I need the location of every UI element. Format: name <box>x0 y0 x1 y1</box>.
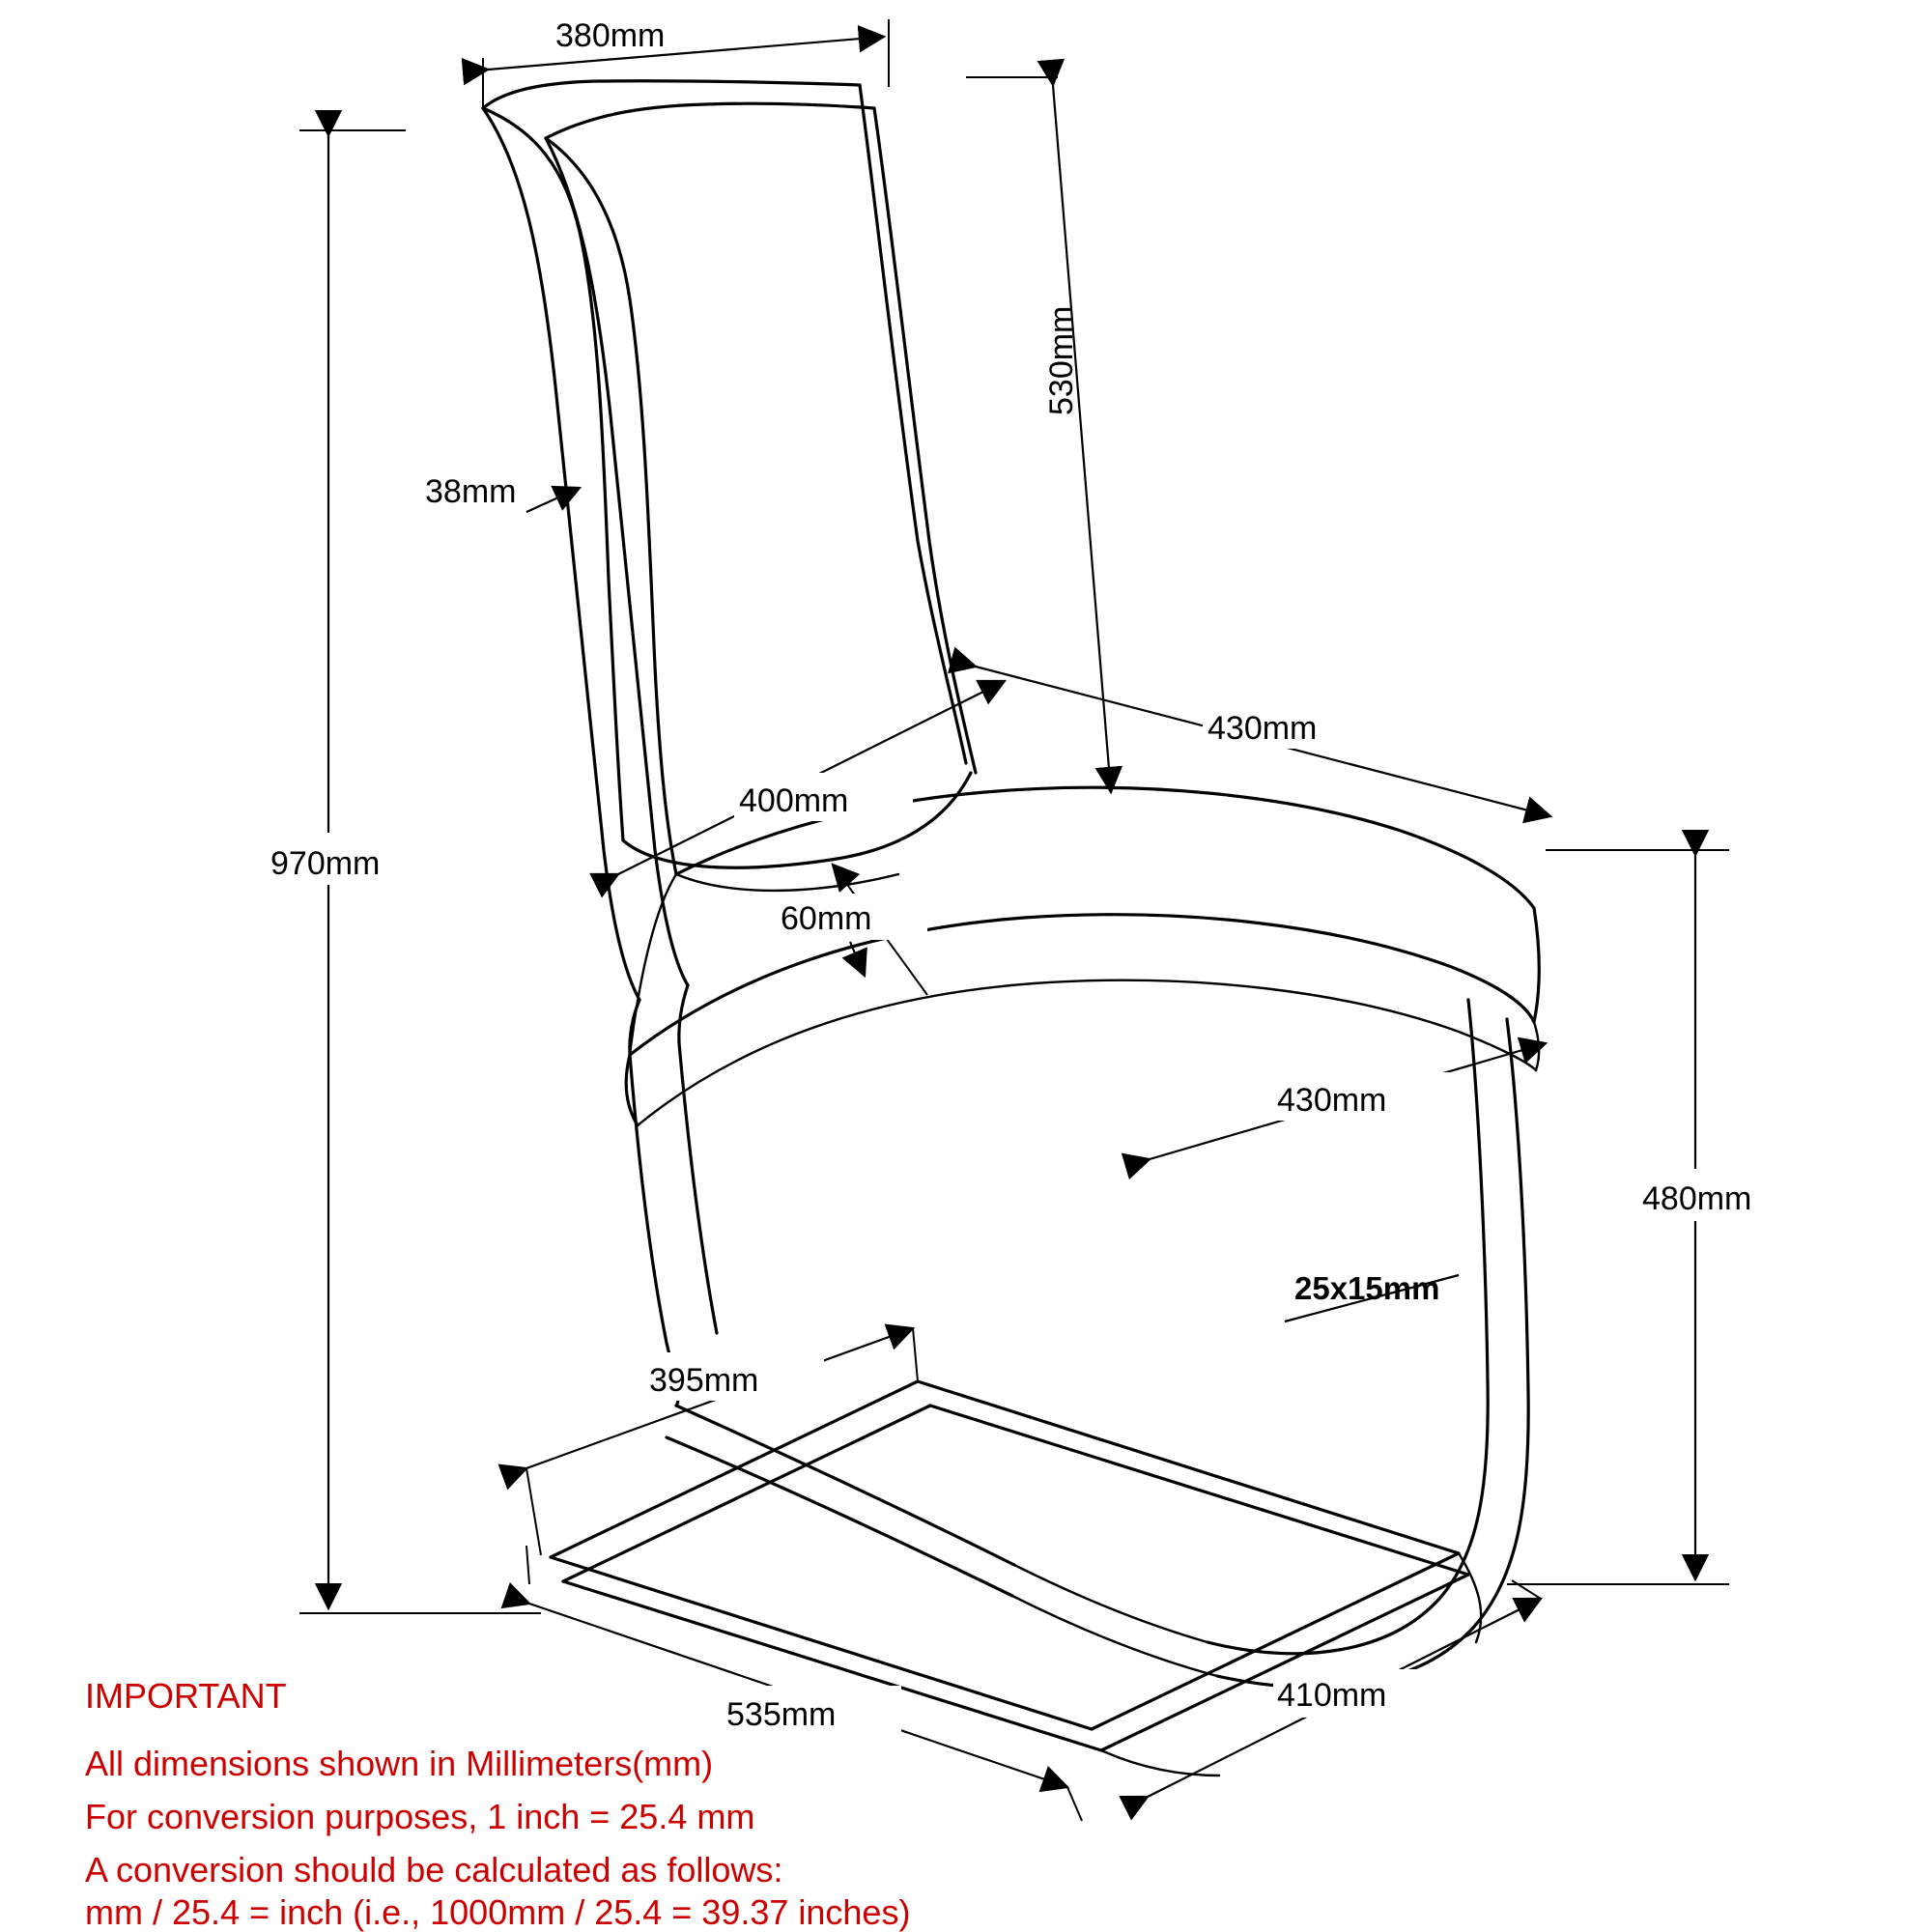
dim-label-seat-depth-lower: 430mm <box>1277 1082 1387 1119</box>
dim-back-thickness <box>425 473 580 512</box>
notes-line-4: mm / 25.4 = inch (i.e., 1000mm / 25.4 = 39.37 inches) <box>85 1892 911 1932</box>
dim-label-base-width: 410mm <box>1277 1677 1387 1714</box>
dim-tube-section <box>1285 1270 1459 1321</box>
notes-heading: IMPORTANT <box>85 1676 287 1716</box>
dim-label-base-depth: 395mm <box>649 1362 759 1399</box>
dim-seat-depth-upper <box>618 681 1005 874</box>
dim-seat-width-upper <box>976 667 1550 816</box>
dim-label-back-thickness: 38mm <box>425 473 517 510</box>
dim-label-overall-height: 970mm <box>270 845 381 882</box>
dim-label-seat-height: 480mm <box>1642 1180 1752 1217</box>
dim-label-seat-width-upper: 430mm <box>1208 710 1318 747</box>
notes-line-2: For conversion purposes, 1 inch = 25.4 mm <box>85 1797 755 1836</box>
dim-seat-depth-lower <box>1150 1043 1546 1159</box>
dim-back-height <box>966 77 1111 792</box>
notes-line-1: All dimensions shown in Millimeters(mm) <box>85 1744 714 1783</box>
dim-label-base-length: 535mm <box>726 1696 837 1733</box>
dim-label-tube-section: 25x15mm <box>1294 1270 1440 1306</box>
dim-seat-height <box>1507 850 1791 1584</box>
dim-label-back-width: 380mm <box>555 17 666 54</box>
dim-label-seat-thickness: 60mm <box>781 900 872 937</box>
dim-overall-height <box>263 130 541 1613</box>
chair-backrest <box>483 81 976 891</box>
chair-frame-back-leg <box>483 108 688 1055</box>
dim-back-width <box>483 17 889 108</box>
dim-base-length <box>529 1604 1082 1821</box>
notes-line-3: A conversion should be calculated as follows: <box>85 1850 783 1889</box>
dim-base-depth <box>526 1328 918 1584</box>
dim-label-seat-depth-upper: 400mm <box>739 782 849 819</box>
dim-label-back-height: 530mm <box>1043 305 1080 415</box>
